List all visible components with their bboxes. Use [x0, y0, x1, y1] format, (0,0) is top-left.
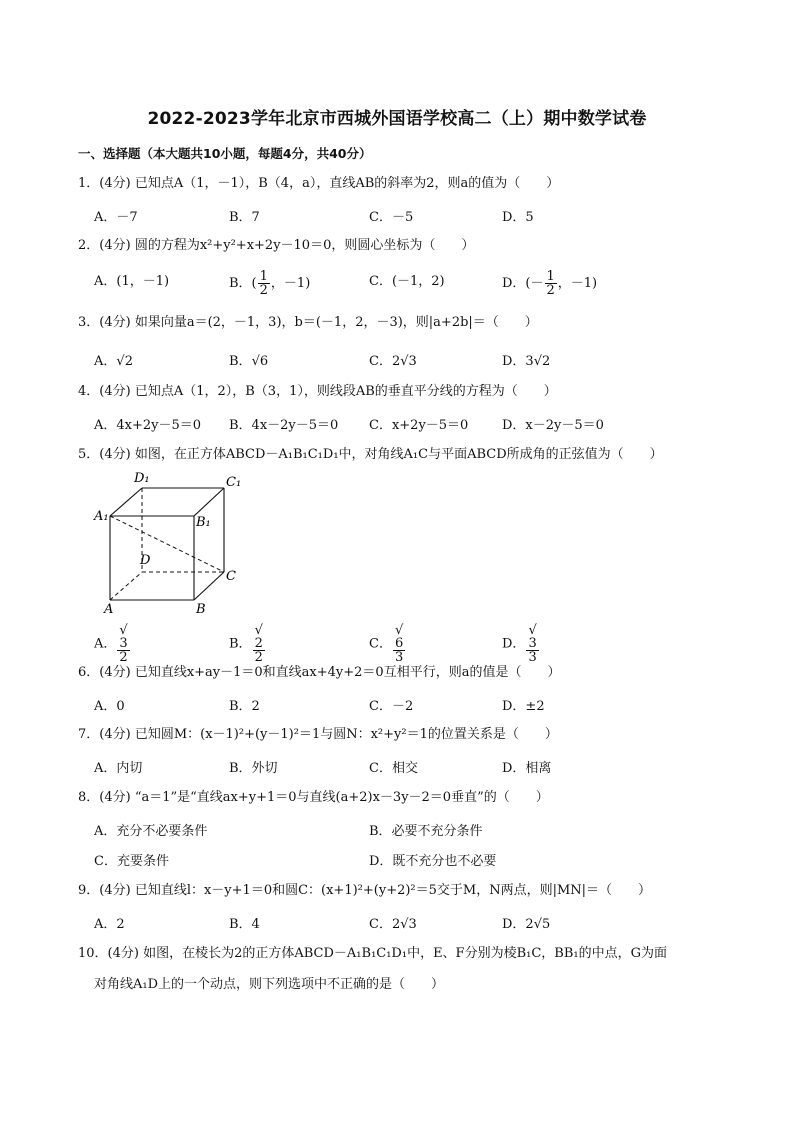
- label-a1: A₁: [94, 509, 109, 524]
- question-5-options: [94, 623, 734, 665]
- fraction-numerator: √ 3: [119, 623, 128, 651]
- edge-bc: [194, 572, 224, 600]
- fraction-numerator: 1: [546, 269, 555, 284]
- option-d: [502, 270, 597, 297]
- question-6-stem: 6．(4分) 已知直线x+ay－1＝0和直线ax+4y+2＝0互相平行，则a的值是（ ）: [78, 665, 561, 680]
- option-prefix: D．2: [502, 917, 534, 932]
- option-b-suffix: ，－1): [270, 276, 311, 291]
- option-c: C．2√3: [369, 917, 417, 932]
- option-a: [94, 624, 131, 664]
- option-d: D．x－2y－5＝0: [502, 418, 604, 433]
- radicand: 3: [408, 917, 417, 932]
- option-a: A．－7: [94, 210, 138, 225]
- option-b: B．√6: [229, 354, 269, 369]
- fraction-denominator: 2: [254, 650, 263, 665]
- radicand: 2: [542, 354, 551, 369]
- option-prefix: C．2: [369, 354, 401, 369]
- label-d: D: [140, 553, 151, 568]
- radicand: 5: [542, 917, 551, 932]
- question-9-stem: 9．(4分) 已知直线l：x－y+1＝0和圆C：(x+1)²+(y+2)²＝5交于M，N两点，则|MN|＝（ ）: [78, 883, 652, 898]
- fraction: [545, 270, 557, 297]
- option-prefix: B．: [229, 636, 252, 652]
- option-b: B．4x－2y－5＝0: [229, 418, 339, 433]
- option-a: A．0: [94, 699, 125, 714]
- question-4-options: [94, 414, 734, 434]
- option-a: A．内切: [94, 761, 143, 776]
- fraction-numerator: √ 3: [528, 623, 537, 651]
- radicand: 2: [124, 354, 133, 369]
- question-5-stem: 5．(4分) 如图，在正方体ABCD－A₁B₁C₁D₁中，对角线A₁C与平面ABCD所成角的正弦值为（ ）: [78, 447, 663, 462]
- radicand: 3: [408, 354, 417, 369]
- option-c: [369, 624, 406, 664]
- radicand: 3: [528, 636, 537, 651]
- radicand: 6: [394, 636, 404, 651]
- option-a: A．2: [94, 917, 125, 932]
- fraction: [253, 624, 265, 664]
- option-c: C．x+2y－5＝0: [369, 418, 469, 433]
- question-7-options: [94, 757, 734, 777]
- option-d: D．5: [502, 210, 534, 225]
- question-7-stem: 7．(4分) 已知圆M：(x－1)²+(y－1)²＝1与圆N：x²+y²＝1的位置关系是（ ）: [78, 727, 558, 742]
- radicand: 6: [259, 354, 269, 369]
- fraction-denominator: 3: [394, 650, 404, 665]
- option-prefix: A．: [94, 354, 117, 369]
- option-d: D．2√5: [502, 917, 551, 932]
- question-6-options: [94, 695, 734, 715]
- option-d: D．±2: [502, 699, 545, 714]
- option-d-prefix: D．(－: [502, 276, 544, 291]
- fraction-denominator: 2: [119, 650, 128, 665]
- label-b: B: [196, 602, 206, 616]
- fraction: [526, 624, 538, 664]
- option-b-prefix: B．(: [229, 276, 257, 291]
- option-prefix: C．2: [369, 917, 401, 932]
- option-a: A．4x+2y－5＝0: [94, 418, 202, 433]
- option-a: A．充分不必要条件: [94, 824, 208, 839]
- radicand: 2: [254, 636, 263, 651]
- label-d1: D₁: [134, 471, 150, 486]
- option-c: C．相交: [369, 761, 418, 776]
- edge-a1d1: [110, 488, 142, 516]
- option-b: [229, 270, 310, 297]
- question-2-stem: 2．(4分) 圆的方程为x²+y²+x+2y－10＝0，则圆心坐标为（ ）: [78, 238, 475, 253]
- fraction: [258, 270, 270, 297]
- option-prefix: C．: [369, 636, 392, 652]
- fraction: [117, 624, 129, 664]
- question-9-options: [94, 913, 734, 933]
- question-3-options: [94, 350, 734, 370]
- option-d-suffix: ，－1): [557, 276, 598, 291]
- option-a: A．(1，－1): [94, 274, 170, 289]
- label-b1: B₁: [196, 515, 211, 530]
- question-3-stem: 3．(4分) 如果向量a＝(2，－1，3)，b＝(－1，2，－3)，则|a+2b|＝（ ）: [78, 315, 538, 330]
- question-4-stem: 4．(4分) 已知点A（1，2），B（3，1），则线段AB的垂直平分线的方程为（ ）: [78, 384, 557, 399]
- section-heading: 一、选择题（本大题共10小题，每题4分，共40分）: [78, 146, 372, 161]
- edge-ad-hidden: [110, 572, 142, 600]
- option-b: B．4: [229, 917, 260, 932]
- option-prefix: D．3: [502, 354, 534, 369]
- option-b: B．7: [229, 210, 260, 225]
- question-8-options-row1: [94, 820, 734, 840]
- option-b: B．外切: [229, 761, 278, 776]
- option-prefix: B．: [229, 354, 252, 369]
- option-prefix: D．: [502, 636, 526, 652]
- option-d: [502, 624, 540, 664]
- question-8-stem: 8．(4分) “a＝1”是“直线ax+y+1＝0与直线(a+2)x－3y－2＝0垂直”的（ ）: [78, 790, 549, 805]
- fraction-denominator: 2: [546, 283, 555, 298]
- fraction-denominator: 2: [259, 283, 268, 298]
- option-b: B．2: [229, 699, 260, 714]
- option-b: [229, 624, 266, 664]
- fraction: [393, 624, 405, 664]
- question-2-options: [94, 269, 734, 298]
- question-10-stem-line2: 对角线A₁D上的一个动点，则下列选项中不正确的是（ ）: [94, 977, 445, 992]
- fraction-numerator: 1: [259, 269, 268, 284]
- option-c: C．充要条件: [94, 854, 169, 869]
- question-8-options-row2: [94, 850, 734, 870]
- cube-figure: [92, 468, 252, 616]
- option-c: C．－2: [369, 699, 414, 714]
- option-d: D．3√2: [502, 354, 551, 369]
- fraction-denominator: 3: [528, 650, 537, 665]
- option-d: D．既不充分也不必要: [369, 854, 497, 869]
- fraction-numerator: √ 2: [254, 623, 263, 651]
- question-1-stem: 1．(4分) 已知点A（1，－1），B（4，a），直线AB的斜率为2，则a的值为（ ）: [78, 176, 560, 191]
- radicand: 3: [119, 636, 128, 651]
- label-c: C: [226, 569, 236, 584]
- fraction-numerator: √ 6: [394, 623, 404, 651]
- option-c: C．－5: [369, 210, 414, 225]
- question-10-stem-line1: 10．(4分) 如图，在棱长为2的正方体ABCD－A₁B₁C₁D₁中，E、F分别为棱B₁C，BB₁的中点，G为面: [78, 946, 667, 961]
- label-a: A: [104, 602, 114, 616]
- label-c1: C₁: [226, 475, 242, 490]
- question-1-options: [94, 206, 734, 226]
- option-c: C．2√3: [369, 354, 417, 369]
- option-a: A．√2: [94, 354, 133, 369]
- option-d: D．相离: [502, 761, 552, 776]
- edge-b1c1: [194, 488, 224, 516]
- page-title: 2022-2023学年北京市西城外国语学校高二（上）期中数学试卷: [147, 109, 647, 129]
- option-b: B．必要不充分条件: [369, 824, 483, 839]
- option-c: C．(－1，2): [369, 274, 445, 289]
- option-prefix: A．: [94, 636, 117, 652]
